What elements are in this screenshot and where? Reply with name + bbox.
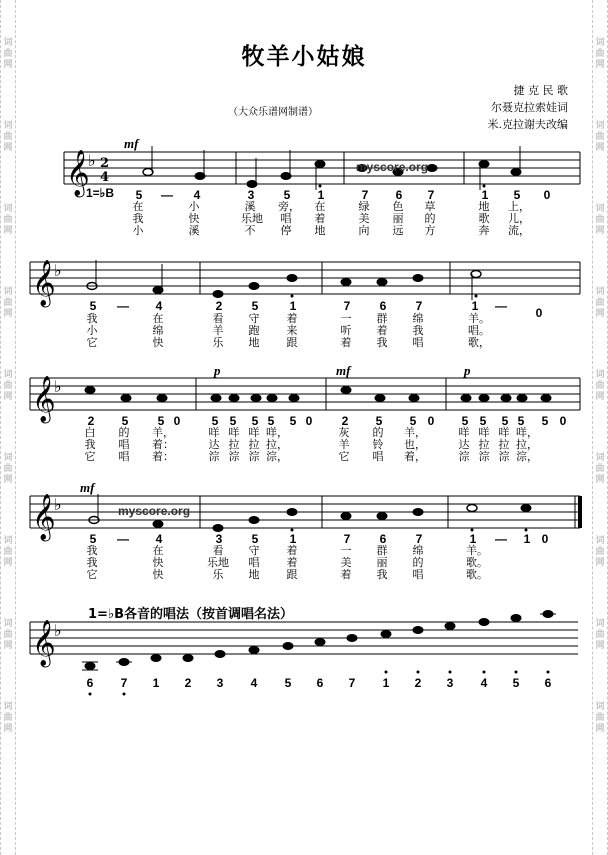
time-sig-top: 2 <box>100 156 110 171</box>
svg-text:𝄞: 𝄞 <box>32 494 56 540</box>
time-sig-bottom: 4 <box>100 170 110 185</box>
svg-text:♭: ♭ <box>54 377 62 396</box>
song-title: 牧羊小姑娘 <box>241 43 367 70</box>
svg-text:𝄞: 𝄞 <box>32 376 56 422</box>
svg-text:♭: ♭ <box>54 621 62 640</box>
dynamic-mf-2: mf <box>336 363 351 378</box>
dynamic-mf-3: mf <box>80 480 95 495</box>
left-side-watermark: 词 曲 网 词 曲 网 词 曲 网 词 曲 网 词 曲 网 词 曲 网 词 曲 网 词 曲 网 词 曲 网 <box>3 38 13 734</box>
svg-text:♭: ♭ <box>54 495 62 514</box>
dynamic-mf-1: mf <box>124 136 139 151</box>
credit-arranger: 米.克拉谢夫改编 <box>487 118 568 131</box>
scale-section-title: 1=♭B各音的唱法（按首调唱名法） <box>88 607 293 622</box>
watermark-1: myscore.org <box>356 160 429 174</box>
credit-origin: 捷 克 民 歌 <box>513 84 568 97</box>
treble-clef: 𝄞 <box>66 150 90 196</box>
key-signature-label: 1=♭B <box>86 186 115 200</box>
right-side-watermark: 词 曲 网 词 曲 网 词 曲 网 词 曲 网 词 曲 网 词 曲 网 词 曲 网 词 曲 网 词 曲 网 <box>595 38 605 734</box>
key-flat: ♭ <box>88 151 96 170</box>
svg-text:♭: ♭ <box>54 261 62 280</box>
transcription-note: （大众乐谱网制谱） <box>228 107 318 118</box>
credit-lyricist: 尔聂克拉索娃词 <box>491 101 568 114</box>
dynamic-p-2: p <box>464 363 471 378</box>
svg-text:𝄞: 𝄞 <box>32 620 56 666</box>
watermark-2: myscore.org <box>118 504 191 518</box>
svg-text:𝄞: 𝄞 <box>32 260 56 306</box>
dynamic-p-1: p <box>214 363 221 378</box>
